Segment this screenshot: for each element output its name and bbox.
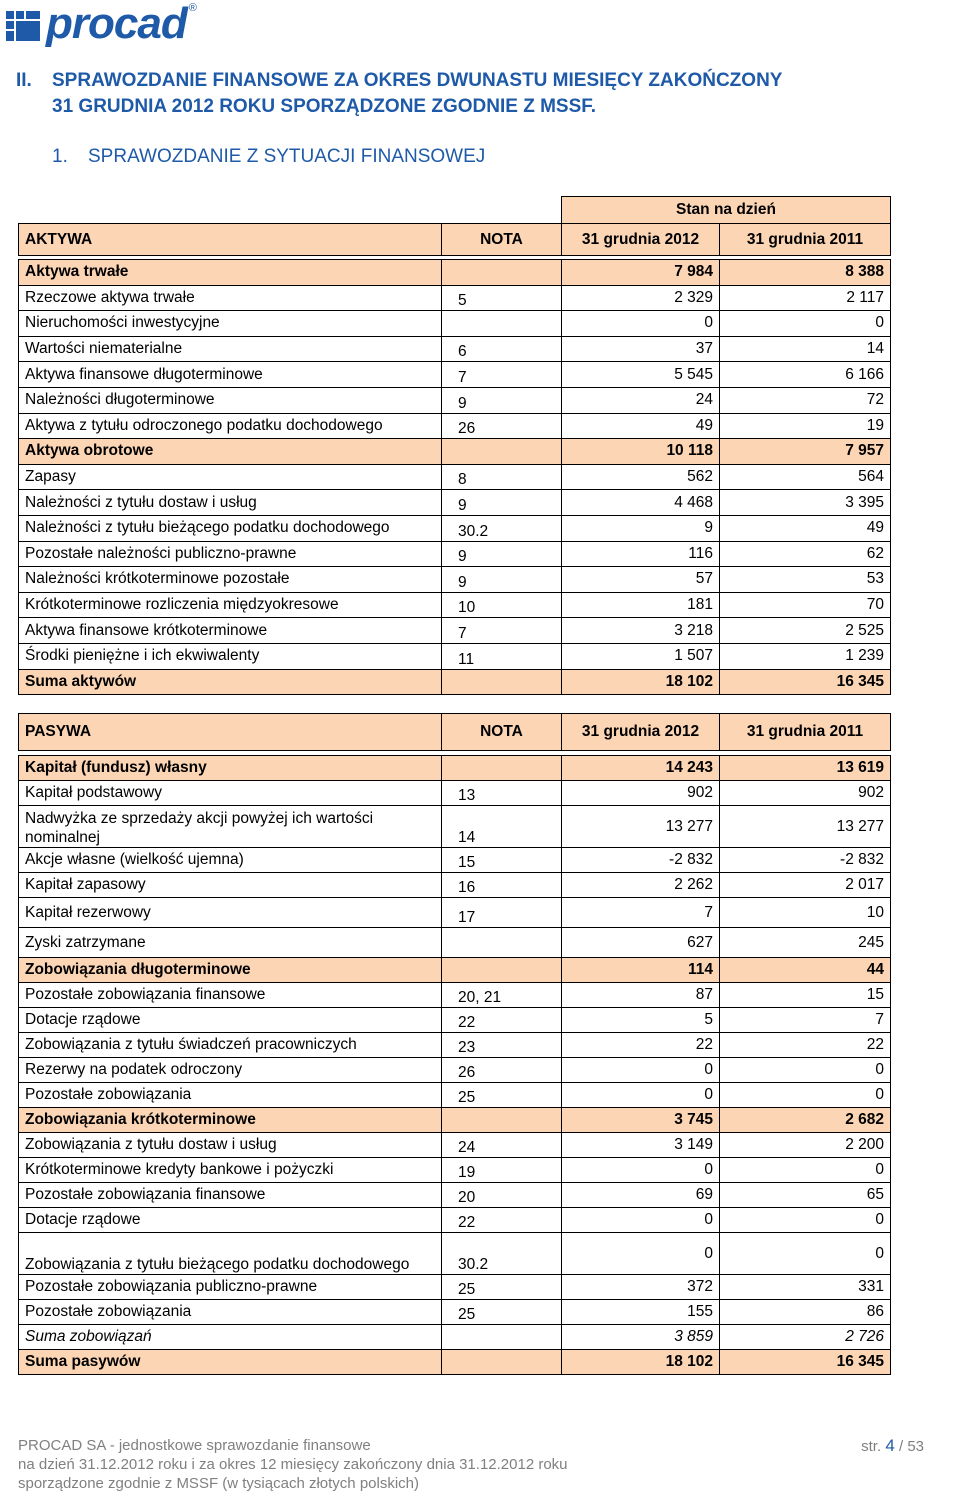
row-value-2011: 16 345 xyxy=(720,669,891,695)
row-value-2011: 2 726 xyxy=(720,1325,891,1350)
assets-body xyxy=(19,260,891,695)
row-label: Zobowiązania z tytułu dostaw i usług xyxy=(19,1133,442,1158)
row-label: Należności długoterminowe xyxy=(19,387,442,413)
row-label: Aktywa z tytułu odroczonego podatku dochodowego xyxy=(19,413,442,439)
empty-cell xyxy=(442,197,562,224)
row-value-2011: 7 xyxy=(720,1008,891,1033)
subsection-title xyxy=(52,146,485,168)
row-label: Krótkoterminowe rozliczenia międzyokresowe xyxy=(19,592,442,618)
footer-line2: na dzień 31.12.2012 roku i za okres 12 miesięcy zakończony dnia 31.12.2012 roku xyxy=(18,1456,568,1473)
row-value-2012: 0 xyxy=(562,1158,720,1183)
row-nota: 13 xyxy=(442,781,562,806)
table-row xyxy=(19,413,891,439)
row-nota: 7 xyxy=(442,618,562,644)
liabilities-header-label: PASYWA xyxy=(19,714,442,751)
row-value-2012: 3 859 xyxy=(562,1325,720,1350)
row-label: Kapitał zapasowy xyxy=(19,873,442,898)
row-nota xyxy=(442,1108,562,1133)
row-label: Suma pasywów xyxy=(19,1350,442,1375)
row-nota: 9 xyxy=(442,541,562,567)
row-label: Pozostałe zobowiązania xyxy=(19,1300,442,1325)
row-value-2012: 18 102 xyxy=(562,1350,720,1375)
row-value-2011: 3 395 xyxy=(720,490,891,516)
row-value-2012: 0 xyxy=(562,1208,720,1233)
row-nota xyxy=(442,756,562,781)
row-label: Wartości niematerialne xyxy=(19,336,442,362)
table-row xyxy=(19,781,891,806)
table-row xyxy=(19,618,891,644)
row-value-2011: 0 xyxy=(720,1158,891,1183)
row-label: Kapitał (fundusz) własny xyxy=(19,756,442,781)
row-label: Należności z tytułu dostaw i usług xyxy=(19,490,442,516)
assets-header-row xyxy=(19,224,891,256)
row-value-2011: 72 xyxy=(720,387,891,413)
row-value-2011: 8 388 xyxy=(720,260,891,286)
row-value-2011: 22 xyxy=(720,1033,891,1058)
row-value-2011: 49 xyxy=(720,515,891,541)
row-value-2011: 2 525 xyxy=(720,618,891,644)
table-row xyxy=(19,1133,891,1158)
row-value-2011: 70 xyxy=(720,592,891,618)
row-value-2012: -2 832 xyxy=(562,848,720,873)
row-label: Suma zobowiązań xyxy=(19,1325,442,1350)
page-sep: / xyxy=(898,1438,904,1455)
row-value-2011: 331 xyxy=(720,1275,891,1300)
table-row xyxy=(19,669,891,695)
row-nota: 9 xyxy=(442,490,562,516)
table-row xyxy=(19,1300,891,1325)
row-label: Suma aktywów xyxy=(19,669,442,695)
row-nota: 14 xyxy=(442,806,562,848)
assets-header-label: AKTYWA xyxy=(19,224,442,256)
assets-table xyxy=(18,196,891,695)
row-value-2011: 564 xyxy=(720,464,891,490)
assets-header-col1: 31 grudnia 2012 xyxy=(562,224,720,256)
row-value-2011: 2 117 xyxy=(720,285,891,311)
row-nota: 30.2 xyxy=(442,515,562,541)
row-label: Zobowiązania krótkoterminowe xyxy=(19,1108,442,1133)
row-nota: 9 xyxy=(442,387,562,413)
row-label: Akcje własne (wielkość ujemna) xyxy=(19,848,442,873)
row-nota: 11 xyxy=(442,643,562,669)
table-row xyxy=(19,1208,891,1233)
row-value-2012: 627 xyxy=(562,928,720,958)
row-label: Aktywa trwałe xyxy=(19,260,442,286)
table-row xyxy=(19,756,891,781)
row-nota: 25 xyxy=(442,1300,562,1325)
table-row xyxy=(19,958,891,983)
table-row xyxy=(19,1233,891,1275)
table-row xyxy=(19,387,891,413)
row-label: Należności krótkoterminowe pozostałe xyxy=(19,567,442,593)
row-nota xyxy=(442,669,562,695)
table-row xyxy=(19,1083,891,1108)
table-row xyxy=(19,873,891,898)
table-row xyxy=(19,643,891,669)
row-value-2012: 0 xyxy=(562,1083,720,1108)
footer-line1: PROCAD SA - jednostkowe sprawozdanie finansowe xyxy=(18,1437,371,1454)
row-value-2011: 14 xyxy=(720,336,891,362)
page-footer xyxy=(18,1436,942,1491)
row-nota: 26 xyxy=(442,1058,562,1083)
row-label: Należności z tytułu bieżącego podatku dochodowego xyxy=(19,515,442,541)
section-number: II. xyxy=(16,70,32,91)
table-row xyxy=(19,285,891,311)
row-nota: 20 xyxy=(442,1183,562,1208)
footer-line3: sporządzone zgodnie z MSSF (w tysiącach złotych polskich) xyxy=(18,1475,420,1491)
page-prefix: str. xyxy=(861,1438,882,1455)
table-row xyxy=(19,592,891,618)
stan-header-row xyxy=(19,197,891,224)
liabilities-header-nota: NOTA xyxy=(442,714,562,751)
row-value-2012: 37 xyxy=(562,336,720,362)
page-total: 53 xyxy=(907,1438,924,1455)
page-number xyxy=(861,1436,924,1456)
row-nota xyxy=(442,928,562,958)
row-label: Dotacje rządowe xyxy=(19,1208,442,1233)
row-nota: 5 xyxy=(442,285,562,311)
row-value-2012: 3 218 xyxy=(562,618,720,644)
row-value-2012: 0 xyxy=(562,1058,720,1083)
section-title xyxy=(16,68,946,120)
row-value-2012: 9 xyxy=(562,515,720,541)
procad-logo-mark-icon xyxy=(6,7,40,41)
row-value-2012: 57 xyxy=(562,567,720,593)
row-nota: 26 xyxy=(442,413,562,439)
row-nota xyxy=(442,958,562,983)
row-value-2011: -2 832 xyxy=(720,848,891,873)
row-nota xyxy=(442,1325,562,1350)
row-nota: 8 xyxy=(442,464,562,490)
table-row xyxy=(19,567,891,593)
row-nota: 17 xyxy=(442,898,562,928)
row-value-2012: 114 xyxy=(562,958,720,983)
row-value-2011: 62 xyxy=(720,541,891,567)
row-nota: 24 xyxy=(442,1133,562,1158)
row-label: Pozostałe zobowiązania xyxy=(19,1083,442,1108)
section-title-line2: 31 GRUDNIA 2012 ROKU SPORZĄDZONE ZGODNIE Z MSSF. xyxy=(52,96,597,117)
row-value-2011: 0 xyxy=(720,1208,891,1233)
row-nota xyxy=(442,311,562,337)
row-label: Aktywa finansowe długoterminowe xyxy=(19,362,442,388)
table-row xyxy=(19,490,891,516)
table-row xyxy=(19,898,891,928)
row-nota: 15 xyxy=(442,848,562,873)
row-nota: 10 xyxy=(442,592,562,618)
row-nota: 25 xyxy=(442,1275,562,1300)
row-label: Kapitał rezerwowy xyxy=(19,898,442,928)
row-value-2011: 13 619 xyxy=(720,756,891,781)
table-row xyxy=(19,983,891,1008)
row-label: Nieruchomości inwestycyjne xyxy=(19,311,442,337)
row-value-2012: 5 545 xyxy=(562,362,720,388)
section-title-line1: SPRAWOZDANIE FINANSOWE ZA OKRES DWUNASTU MIESIĘCY ZAKOŃCZONY xyxy=(52,70,783,91)
row-label: Krótkoterminowe kredyty bankowe i pożyczki xyxy=(19,1158,442,1183)
row-value-2012: 0 xyxy=(562,1233,720,1275)
row-nota: 23 xyxy=(442,1033,562,1058)
empty-cell xyxy=(19,197,442,224)
row-value-2011: 2 682 xyxy=(720,1108,891,1133)
row-label: Nadwyżka ze sprzedaży akcji powyżej ich wartości nominalnej xyxy=(19,806,442,848)
row-nota: 6 xyxy=(442,336,562,362)
liabilities-header-row xyxy=(19,714,891,751)
table-row xyxy=(19,1158,891,1183)
row-label: Zyski zatrzymane xyxy=(19,928,442,958)
row-value-2011: 2 200 xyxy=(720,1133,891,1158)
row-value-2012: 13 277 xyxy=(562,806,720,848)
row-value-2011: 65 xyxy=(720,1183,891,1208)
liabilities-body xyxy=(19,756,891,1375)
row-nota: 22 xyxy=(442,1208,562,1233)
row-value-2012: 14 243 xyxy=(562,756,720,781)
row-value-2011: 0 xyxy=(720,1083,891,1108)
row-nota: 19 xyxy=(442,1158,562,1183)
liabilities-table xyxy=(18,713,891,1375)
row-value-2011: 44 xyxy=(720,958,891,983)
table-row xyxy=(19,928,891,958)
liabilities-header-col2: 31 grudnia 2011 xyxy=(720,714,891,751)
logo-registered-mark: ® xyxy=(188,2,197,14)
subsection-title-text: SPRAWOZDANIE Z SYTUACJI FINANSOWEJ xyxy=(88,146,486,167)
table-row xyxy=(19,1058,891,1083)
row-label: Zapasy xyxy=(19,464,442,490)
row-nota: 22 xyxy=(442,1008,562,1033)
table-row xyxy=(19,848,891,873)
table-row xyxy=(19,464,891,490)
table-row xyxy=(19,541,891,567)
row-value-2012: 24 xyxy=(562,387,720,413)
row-nota: 16 xyxy=(442,873,562,898)
table-row xyxy=(19,1033,891,1058)
row-label: Pozostałe zobowiązania finansowe xyxy=(19,1183,442,1208)
page-current: 4 xyxy=(885,1436,895,1455)
row-nota: 25 xyxy=(442,1083,562,1108)
row-value-2011: 16 345 xyxy=(720,1350,891,1375)
row-value-2012: 2 329 xyxy=(562,285,720,311)
row-value-2012: 116 xyxy=(562,541,720,567)
row-nota: 7 xyxy=(442,362,562,388)
table-row xyxy=(19,1325,891,1350)
table-row xyxy=(19,362,891,388)
row-value-2011: 0 xyxy=(720,1058,891,1083)
row-nota xyxy=(442,260,562,286)
table-row xyxy=(19,515,891,541)
row-value-2011: 53 xyxy=(720,567,891,593)
table-row xyxy=(19,1183,891,1208)
row-value-2012: 87 xyxy=(562,983,720,1008)
row-value-2011: 1 239 xyxy=(720,643,891,669)
row-value-2011: 6 166 xyxy=(720,362,891,388)
assets-header-nota: NOTA xyxy=(442,224,562,256)
row-value-2012: 1 507 xyxy=(562,643,720,669)
row-value-2012: 22 xyxy=(562,1033,720,1058)
row-value-2012: 902 xyxy=(562,781,720,806)
row-value-2011: 19 xyxy=(720,413,891,439)
row-value-2012: 7 xyxy=(562,898,720,928)
row-label: Rzeczowe aktywa trwałe xyxy=(19,285,442,311)
row-label: Aktywa obrotowe xyxy=(19,439,442,465)
row-value-2011: 2 017 xyxy=(720,873,891,898)
row-label: Aktywa finansowe krótkoterminowe xyxy=(19,618,442,644)
row-value-2011: 15 xyxy=(720,983,891,1008)
row-nota xyxy=(442,1350,562,1375)
row-value-2012: 2 262 xyxy=(562,873,720,898)
table-row xyxy=(19,1275,891,1300)
row-label: Pozostałe należności publiczno-prawne xyxy=(19,541,442,567)
row-value-2012: 69 xyxy=(562,1183,720,1208)
row-value-2011: 245 xyxy=(720,928,891,958)
row-label: Dotacje rządowe xyxy=(19,1008,442,1033)
row-value-2012: 5 xyxy=(562,1008,720,1033)
row-label: Pozostałe zobowiązania finansowe xyxy=(19,983,442,1008)
row-value-2011: 0 xyxy=(720,1233,891,1275)
table-row xyxy=(19,1008,891,1033)
row-value-2011: 902 xyxy=(720,781,891,806)
procad-logo xyxy=(6,0,197,48)
stan-na-dzien: Stan na dzień xyxy=(562,197,891,224)
row-value-2012: 0 xyxy=(562,311,720,337)
row-value-2012: 181 xyxy=(562,592,720,618)
liabilities-header-col1: 31 grudnia 2012 xyxy=(562,714,720,751)
table-row xyxy=(19,806,891,848)
row-value-2012: 3 745 xyxy=(562,1108,720,1133)
row-nota: 9 xyxy=(442,567,562,593)
row-value-2012: 7 984 xyxy=(562,260,720,286)
row-value-2011: 10 xyxy=(720,898,891,928)
row-value-2011: 7 957 xyxy=(720,439,891,465)
row-value-2012: 562 xyxy=(562,464,720,490)
row-value-2012: 18 102 xyxy=(562,669,720,695)
table-row xyxy=(19,336,891,362)
row-label: Zobowiązania z tytułu bieżącego podatku dochodowego xyxy=(19,1233,442,1275)
logo-text: procad xyxy=(46,0,187,48)
row-label: Środki pieniężne i ich ekwiwalenty xyxy=(19,643,442,669)
row-value-2012: 49 xyxy=(562,413,720,439)
assets-header-col2: 31 grudnia 2011 xyxy=(720,224,891,256)
row-value-2011: 13 277 xyxy=(720,806,891,848)
row-value-2012: 155 xyxy=(562,1300,720,1325)
row-label: Rezerwy na podatek odroczony xyxy=(19,1058,442,1083)
table-row xyxy=(19,1350,891,1375)
table-row xyxy=(19,1108,891,1133)
row-label: Kapitał podstawowy xyxy=(19,781,442,806)
row-value-2012: 3 149 xyxy=(562,1133,720,1158)
table-row xyxy=(19,260,891,286)
row-label: Zobowiązania z tytułu świadczeń pracowniczych xyxy=(19,1033,442,1058)
table-row xyxy=(19,311,891,337)
row-nota: 20, 21 xyxy=(442,983,562,1008)
row-value-2012: 10 118 xyxy=(562,439,720,465)
table-row xyxy=(19,439,891,465)
row-value-2012: 4 468 xyxy=(562,490,720,516)
subsection-number: 1. xyxy=(52,146,68,167)
row-value-2011: 86 xyxy=(720,1300,891,1325)
row-label: Pozostałe zobowiązania publiczno-prawne xyxy=(19,1275,442,1300)
row-label: Zobowiązania długoterminowe xyxy=(19,958,442,983)
row-value-2012: 372 xyxy=(562,1275,720,1300)
row-value-2011: 0 xyxy=(720,311,891,337)
row-nota xyxy=(442,439,562,465)
row-nota: 30.2 xyxy=(442,1233,562,1275)
